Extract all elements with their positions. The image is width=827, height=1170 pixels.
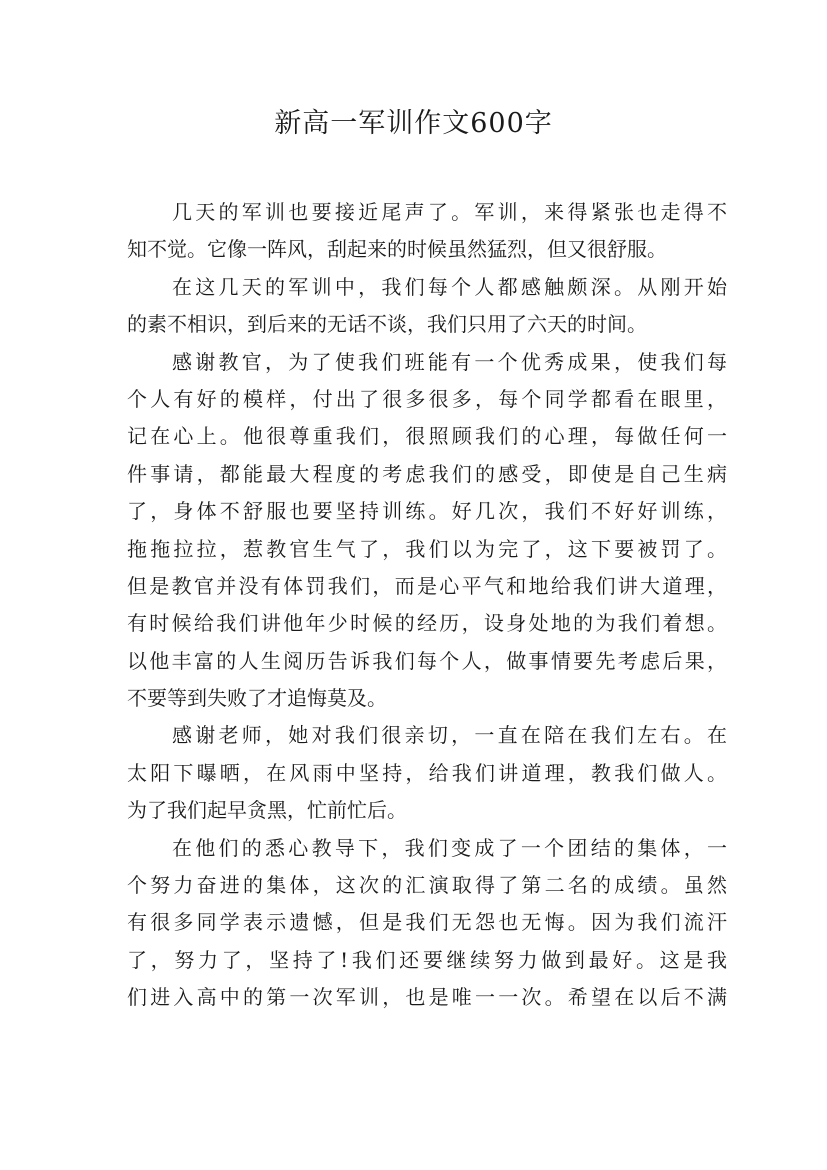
text-line: 们进入高中的第一次军训，也是唯一一次。希望在以后不满 <box>127 985 727 1010</box>
text-line: 有时候给我们讲他年少时候的经历，设身处地的为我们着想。 <box>127 611 727 636</box>
text-line: 了，努力了，坚持了!我们还要继续努力做到最好。这是我 <box>127 947 727 972</box>
text-line: 以他丰富的人生阅历告诉我们每个人，做事情要先考虑后果， <box>127 648 727 673</box>
text-line: 太阳下曝晒，在风雨中坚持，给我们讲道理，教我们做人。 <box>127 760 727 785</box>
text-line: 记在心上。他很尊重我们，很照顾我们的心理，每做任何一 <box>127 424 727 449</box>
text-line: 的素不相识，到后来的无话不谈，我们只用了六天的时间。 <box>127 312 647 337</box>
text-line: 拖拖拉拉，惹教官生气了，我们以为完了，这下要被罚了。 <box>127 536 727 561</box>
text-line: 个努力奋进的集体，这次的汇演取得了第二名的成绩。虽然 <box>127 873 727 898</box>
text-line: 感谢老师，她对我们很亲切，一直在陪在我们左右。在 <box>172 723 727 748</box>
text-line: 但是教官并没有体罚我们，而是心平气和地给我们讲大道理， <box>127 573 727 598</box>
text-line: 在这几天的军训中，我们每个人都感触颇深。从刚开始 <box>172 274 727 299</box>
text-line: 在他们的悉心教导下，我们变成了一个团结的集体，一 <box>172 835 727 860</box>
text-line: 知不觉。它像一阵风，刮起来的时候虽然猛烈，但又很舒服。 <box>127 237 667 262</box>
text-line: 几天的军训也要接近尾声了。军训，来得紧张也走得不 <box>172 200 727 224</box>
document-title: 新高一军训作文600字 <box>274 108 553 139</box>
text-line: 有很多同学表示遗憾，但是我们无怨也无悔。因为我们流汗 <box>127 910 727 935</box>
text-line: 感谢教官，为了使我们班能有一个优秀成果，使我们每 <box>172 349 727 374</box>
text-line: 个人有好的模样，付出了很多很多，每个同学都看在眼里， <box>127 386 727 411</box>
text-line: 了，身体不舒服也要坚持训练。好几次，我们不好好训练， <box>127 499 727 524</box>
text-line: 不要等到失败了才追悔莫及。 <box>127 686 387 711</box>
essay-body <box>127 194 727 1017</box>
text-line: 为了我们起早贪黑，忙前忙后。 <box>127 798 407 823</box>
text-line: 件事请，都能最大程度的考虑我们的感受，即使是自己生病 <box>127 461 727 486</box>
